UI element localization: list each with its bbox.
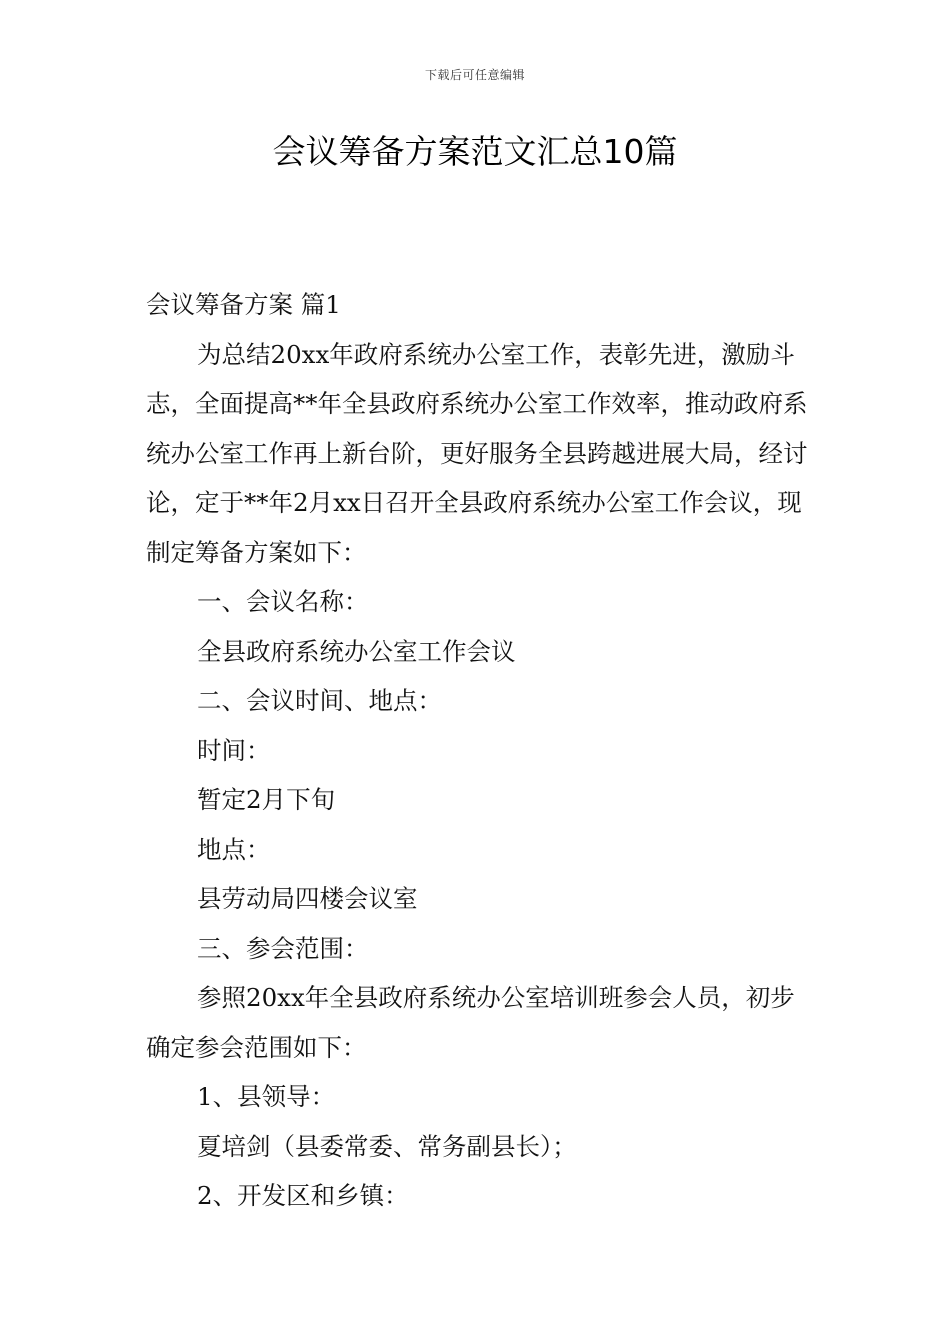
intro-paragraph: 为总结20xx年政府系统办公室工作，表彰先进，激励斗志，全面提高**年全县政府系统办公室工作效率，推动政府系统办公室工作再上新台阶，更好服务全县跨越进展大局，经讨论，定于**年2月xx日召开全县政府系统办公室工作会议，现制定筹备方案如下： (146, 339, 808, 567)
document-title: 会议筹备方案范文汇总10篇 (272, 132, 678, 171)
item-county-leaders-value: 夏培剑（县委常委、常务副县长）； (197, 1131, 577, 1161)
item-time-label: 时间： (197, 735, 271, 765)
item-scope-paragraph: 参照20xx年全县政府系统办公室培训班参会人员，初步确定参会范围如下： (146, 983, 795, 1062)
item-time-place-heading: 二、会议时间、地点： (197, 686, 442, 715)
item-county-leaders-heading: 1、县领导： (197, 1082, 336, 1111)
item-time-value: 暂定2月下旬 (197, 785, 336, 814)
header-note: 下载后可任意编辑 (424, 68, 525, 82)
document-body (146, 280, 808, 1221)
item-place-value: 县劳动局四楼会议室 (197, 884, 418, 913)
item-meeting-name-value: 全县政府系统办公室工作会议 (197, 636, 516, 666)
item-towns-heading: 2、开发区和乡镇： (197, 1181, 409, 1210)
item-scope-heading: 三、参会范围： (197, 933, 369, 963)
section-heading: 会议筹备方案 篇1 (146, 290, 341, 319)
item-place-label: 地点： (197, 834, 271, 864)
item-meeting-name-heading: 一、会议名称： (197, 587, 369, 616)
